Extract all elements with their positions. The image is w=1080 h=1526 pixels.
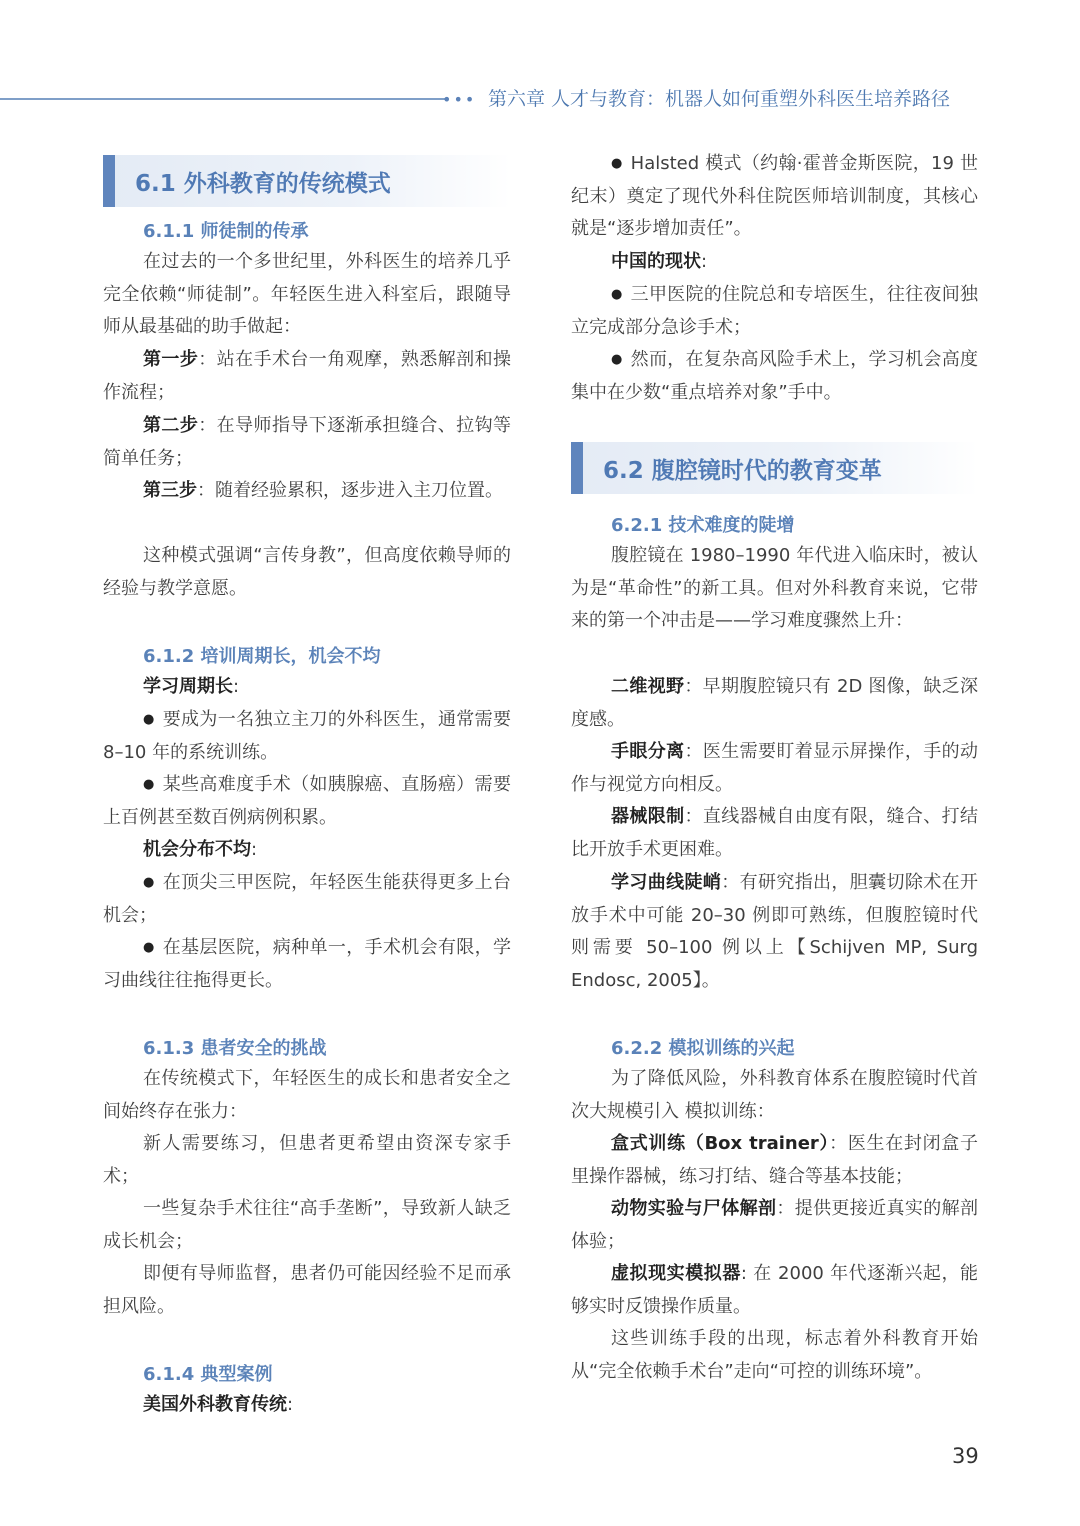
step-1 — [103, 344, 511, 409]
paragraph-safety-4: 即便有导师监督，患者仍可能因经验不足而承担风险。 — [103, 1263, 511, 1317]
step-3 — [103, 475, 511, 508]
paragraph-safety-2: 新人需要练习，但患者更希望由资深专家手术； — [103, 1133, 511, 1187]
item-text: ：有研究指出，胆囊切除术在开放手术中可能 20–30 例即可熟练，但腹腔镜时代则需要 50–100 例以上【Schijven MP, Surg Endosc, 2005】。 — [571, 872, 979, 991]
section-heading-6-1 — [103, 155, 511, 207]
bullet-uneven-2: ● 在基层医院，病种单一，手术机会有限，学习曲线往往拖得更长。 — [103, 932, 511, 997]
item-2d-vision — [571, 671, 978, 736]
item-hand-eye — [571, 736, 978, 801]
paragraph-safety-3: 一些复杂手术往往“高手垄断”，导致新人缺乏成长机会； — [103, 1198, 511, 1252]
subsection-title-6-2-2: 6.2.2 模拟训练的兴起 — [611, 1038, 795, 1059]
label-long-cycle — [143, 671, 511, 704]
subsection-title-6-1-3: 6.1.3 患者安全的挑战 — [143, 1038, 327, 1059]
bullet-cycle-2: ● 某些高难度手术（如胰腺癌、直肠癌）需要上百例甚至数百例病例积累。 — [103, 769, 511, 834]
label-long-cycle-text: 学习周期长 — [143, 676, 233, 697]
item-label: 二维视野 — [611, 676, 685, 697]
header-dots: ••• — [442, 90, 477, 109]
bullet-china-2: ● 然而，在复杂高风险手术上，学习机会高度集中在少数“重点培养对象”手中。 — [571, 344, 978, 409]
item-instrument-limits — [571, 801, 978, 866]
item-text: ：医生需要盯着显示屏操作，手的动作与视觉方向相反。 — [571, 741, 979, 795]
item-text: ：提供更接近真实的解剖体验； — [571, 1198, 979, 1252]
subsection-title-6-1-1: 6.1.1 师徒制的传承 — [143, 221, 309, 242]
step-3-label: 第三步 — [143, 480, 197, 501]
item-label: 盒式训练（Box trainer） — [611, 1133, 830, 1154]
bullet-halsted: ● Halsted 模式（约翰·霍普金斯医院，19 世纪末）奠定了现代外科住院医师培训制度，其核心就是“逐步增加责任”。 — [571, 148, 978, 246]
item-label: 学习曲线陡峭 — [611, 872, 722, 893]
paragraph-conclusion: 这些训练手段的出现，标志着外科教育开始从“完全依赖手术台”走向“可控的训练环境”。 — [571, 1328, 978, 1382]
step-1-text: ：站在手术台一角观摩，熟悉解剖和操作流程； — [103, 349, 512, 403]
item-learning-curve — [571, 867, 978, 997]
item-text: ：直线器械自由度有限，缝合、打结比开放手术更困难。 — [571, 806, 979, 860]
section-title: 6.1 外科教育的传统模式 — [135, 170, 391, 197]
item-text: ：早期腹腔镜只有 2D 图像，缺乏深度感。 — [571, 676, 978, 730]
header-rule — [0, 98, 445, 100]
section-title: 6.2 腹腔镜时代的教育变革 — [603, 457, 882, 484]
heading-accent-bar — [571, 442, 583, 494]
bullet-china-1: ● 三甲医院的住院总和专培医生，往往夜间独立完成部分急诊手术； — [571, 279, 978, 344]
subsection-title-6-1-4: 6.1.4 典型案例 — [143, 1364, 273, 1385]
item-animal-cadaver — [571, 1193, 978, 1258]
paragraph-laparoscopy: 腹腔镜在 1980–1990 年代进入临床时，被认为是“革命性”的新工具。但对外科教育来说，它带来的第一个冲击是——学习难度骤然上升： — [571, 545, 978, 632]
label-us-tradition — [143, 1389, 511, 1422]
item-text: ：医生在封闭盒子里操作器械，练习打结、缝合等基本技能； — [571, 1133, 978, 1187]
paragraph-simulation: 为了降低风险，外科教育体系在腹腔镜时代首次大规模引入 模拟训练： — [571, 1068, 978, 1122]
item-vr-simulator — [571, 1258, 978, 1323]
label-colon: : — [287, 1394, 294, 1415]
label-china — [611, 246, 978, 279]
label-us-text: 美国外科教育传统 — [143, 1394, 287, 1415]
paragraph-apprenticeship: 在过去的一个多世纪里，外科医生的培养几乎完全依赖“师徒制”。年轻医生进入科室后，跟随导师从最基础的助手做起： — [103, 251, 511, 338]
paragraph-safety: 在传统模式下，年轻医生的成长和患者安全之间始终存在张力： — [103, 1068, 511, 1122]
step-2-label: 第二步 — [143, 415, 199, 436]
bullet-cycle-1: ● 要成为一名独立主刀的外科医生，通常需要 8–10 年的系统训练。 — [103, 704, 511, 769]
section-heading-6-2 — [571, 442, 978, 494]
paragraph-model-summary: 这种模式强调“言传身教”，但高度依赖导师的经验与教学意愿。 — [103, 545, 511, 599]
label-china-text: 中国的现状 — [611, 251, 701, 272]
step-3-text: ：随着经验累积，逐步进入主刀位置。 — [197, 480, 503, 501]
page-number: 39 — [952, 1444, 979, 1468]
label-colon: : — [251, 839, 258, 860]
item-label: 器械限制 — [611, 806, 685, 827]
step-2 — [103, 410, 511, 475]
heading-accent-bar — [103, 155, 115, 207]
bullet-uneven-1: ● 在顶尖三甲医院，年轻医生能获得更多上台机会； — [103, 867, 511, 932]
subsection-title-6-1-2: 6.1.2 培训周期长，机会不均 — [143, 646, 381, 667]
item-label: 动物实验与尸体解剖 — [611, 1198, 777, 1219]
label-uneven — [143, 834, 511, 867]
item-label: 虚拟现实模拟器 — [611, 1263, 741, 1284]
chapter-title: 第六章 人才与教育：机器人如何重塑外科医生培养路径 — [488, 88, 951, 110]
item-text: : 在 2000 年代逐渐兴起，能够实时反馈操作质量。 — [571, 1263, 978, 1317]
label-colon: : — [701, 251, 708, 272]
step-1-label: 第一步 — [143, 349, 199, 370]
label-uneven-text: 机会分布不均 — [143, 839, 251, 860]
item-box-trainer — [571, 1128, 978, 1193]
item-label: 手眼分离 — [611, 741, 685, 762]
subsection-title-6-2-1: 6.2.1 技术难度的陡增 — [611, 515, 795, 536]
label-colon: : — [233, 676, 240, 697]
step-2-text: ：在导师指导下逐渐承担缝合、拉钩等简单任务； — [103, 415, 512, 469]
